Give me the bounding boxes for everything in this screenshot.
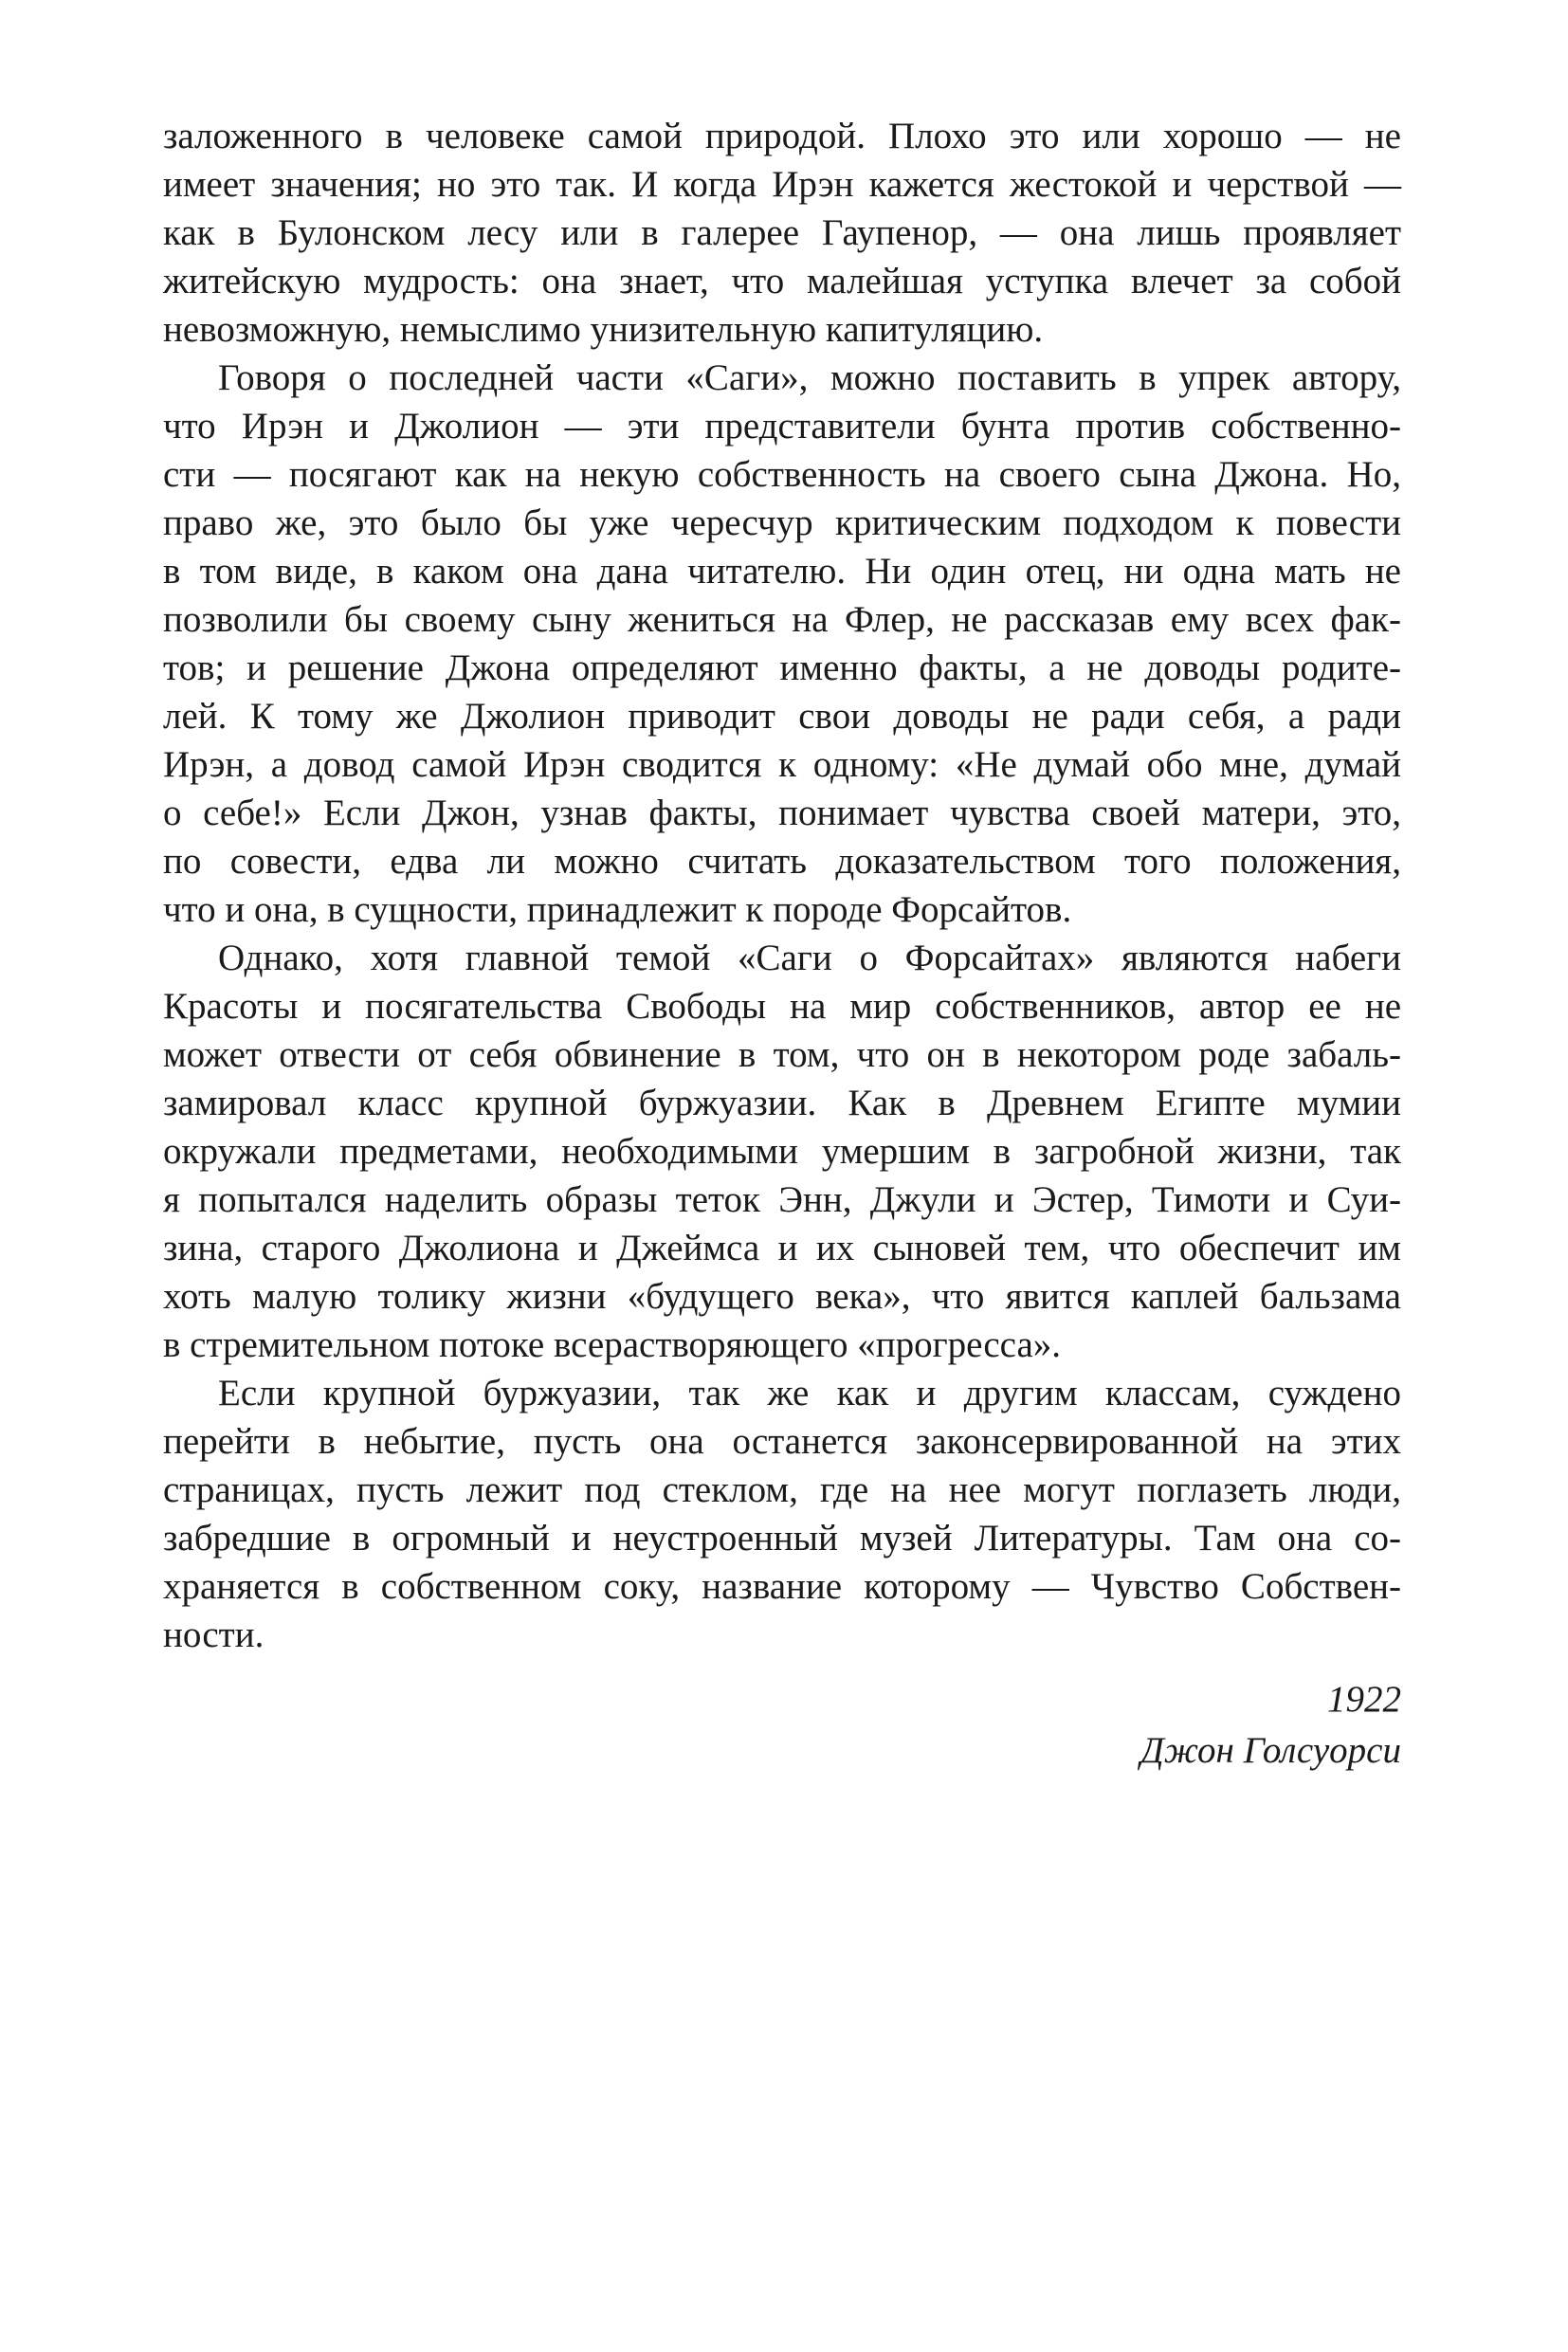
- signature-author: Джон Голсуорси: [1140, 1730, 1401, 1771]
- text-line: что и она, в сущности, принадлежит к породе Форсайтов.: [163, 889, 1072, 930]
- body-text: [163, 112, 1401, 1659]
- text-line: позволили бы своему сыну жениться на Флер, не рассказав ему всех фак-: [163, 599, 1401, 640]
- text-line: лей. К тому же Джолион приводит свои доводы не ради себя, а ради: [163, 696, 1401, 737]
- text-line: сти — посягают как на некую собственность на своего сына Джона. Но,: [163, 454, 1401, 495]
- signature-block: [163, 1674, 1401, 1777]
- text-line: страницах, пусть лежит под стеклом, где на нее могут поглазеть люди,: [163, 1469, 1401, 1510]
- text-line: хоть малую толику жизни «будущего века», что явится каплей бальзама: [163, 1276, 1401, 1317]
- text-line: окружали предметами, необходимыми умершим в загробной жизни, так: [163, 1131, 1401, 1172]
- text-line: храняется в собственном соку, название которому — Чувство Собствен-: [163, 1566, 1401, 1607]
- text-line: Если крупной буржуазии, так же как и другим классам, суждено: [218, 1373, 1401, 1413]
- paragraph: [163, 1369, 1401, 1659]
- text-line: имеет значения; но это так. И когда Ирэн кажется жестокой и черствой —: [163, 164, 1401, 205]
- signature-year: 1922: [1327, 1679, 1401, 1720]
- paragraph: [163, 112, 1401, 354]
- text-line: Однако, хотя главной темой «Саги о Форсайтах» являются набеги: [218, 938, 1401, 978]
- text-line: перейти в небытие, пусть она останется законсервированной на этих: [163, 1421, 1401, 1462]
- text-line: житейскую мудрость: она знает, что малейшая уступка влечет за собой: [163, 261, 1401, 301]
- text-line: замировал класс крупной буржуазии. Как в Древнем Египте мумии: [163, 1083, 1401, 1123]
- text-line: по совести, едва ли можно считать доказательством того положения,: [163, 841, 1401, 882]
- text-line: забредшие в огромный и неустроенный музей Литературы. Там она со-: [163, 1518, 1401, 1559]
- text-line: невозможную, немыслимо унизительную капитуляцию.: [163, 309, 1044, 350]
- document-page: [163, 112, 1401, 1777]
- text-line: Красоты и посягательства Свободы на мир собственников, автор ее не: [163, 986, 1401, 1027]
- text-line: в стремительном потоке всерастворяющего «прогресса».: [163, 1324, 1062, 1365]
- text-line: Говоря о последней части «Саги», можно поставить в упрек автору,: [218, 357, 1401, 398]
- text-line: ности.: [163, 1614, 264, 1655]
- paragraph: [163, 934, 1401, 1369]
- text-line: о себе!» Если Джон, узнав факты, понимает чувства своей матери, это,: [163, 793, 1401, 833]
- text-line: Ирэн, а довод самой Ирэн сводится к одному: «Не думай обо мне, думай: [163, 744, 1401, 785]
- text-line: заложенного в человеке самой природой. Плохо это или хорошо — не: [163, 116, 1401, 156]
- text-line: зина, старого Джолиона и Джеймса и их сыновей тем, что обеспечит им: [163, 1228, 1401, 1268]
- text-line: может отвести от себя обвинение в том, что он в некотором роде забаль-: [163, 1034, 1401, 1075]
- text-line: тов; и решение Джона определяют именно факты, а не доводы родите-: [163, 647, 1401, 688]
- paragraph: [163, 354, 1401, 934]
- text-line: в том виде, в каком она дана читателю. Ни один отец, ни одна мать не: [163, 551, 1401, 592]
- text-line: право же, это было бы уже чересчур критическим подходом к повести: [163, 502, 1401, 543]
- text-line: как в Булонском лесу или в галерее Гаупенор, — она лишь проявляет: [163, 212, 1401, 253]
- text-line: я попытался наделить образы теток Энн, Джули и Эстер, Тимоти и Суи-: [163, 1179, 1401, 1220]
- text-line: что Ирэн и Джолион — эти представители бунта против собственно-: [163, 406, 1401, 447]
